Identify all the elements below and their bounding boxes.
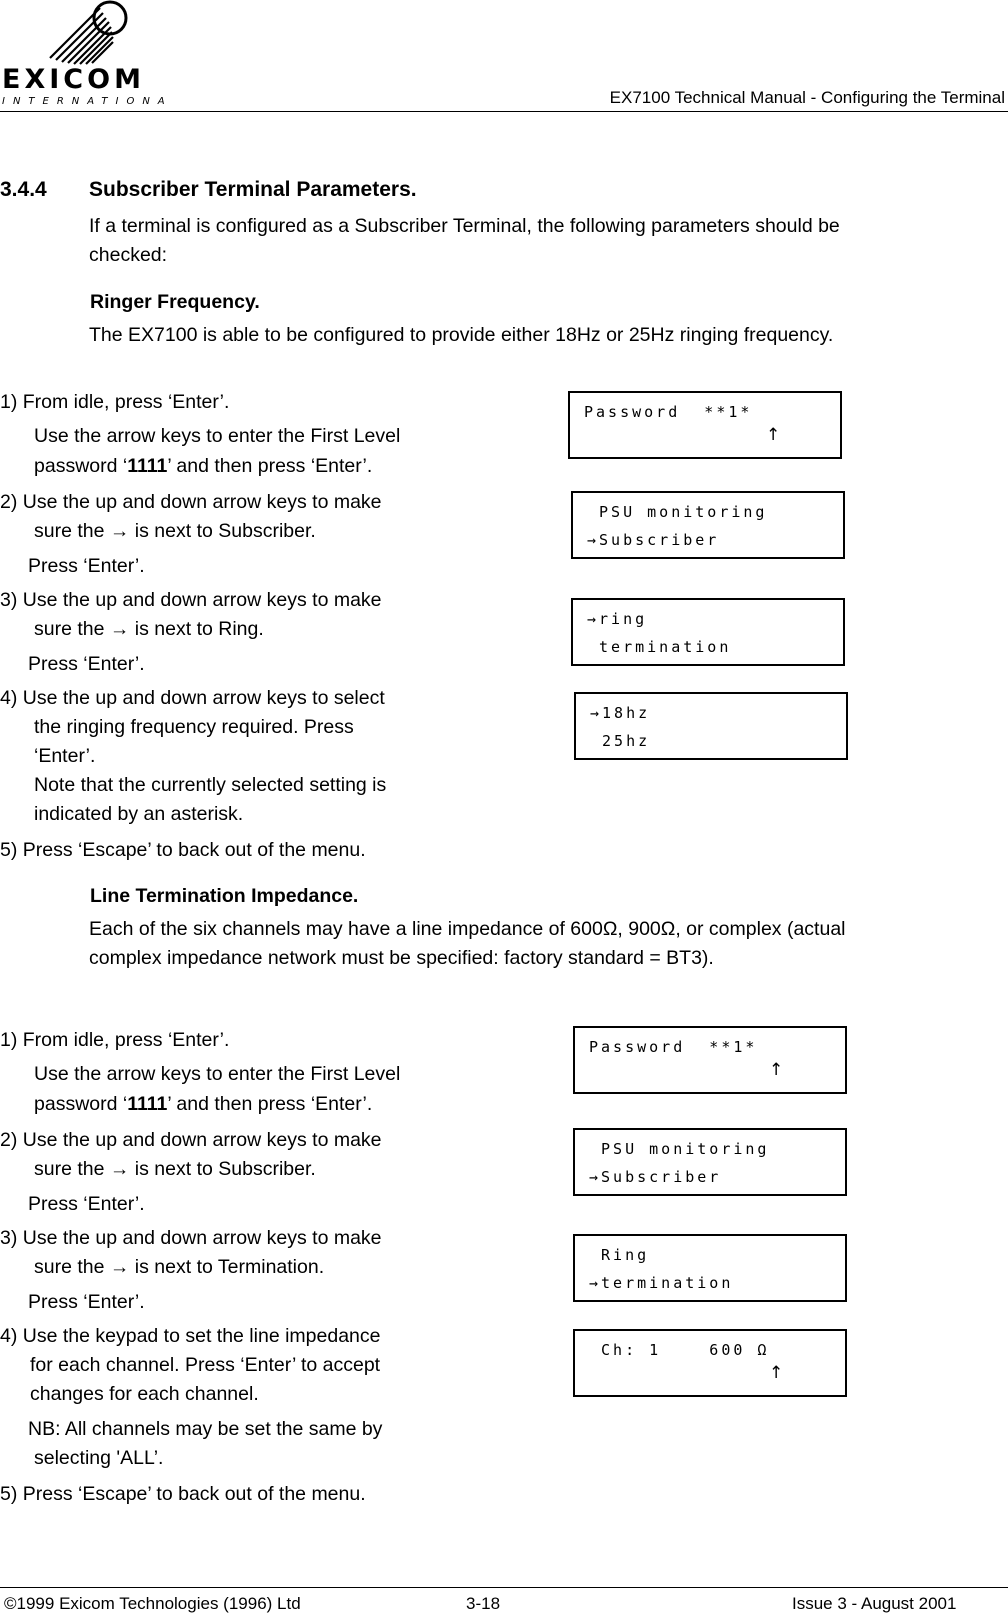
ringer-step-4a: 4) Use the up and down arrow keys to select	[0, 687, 385, 709]
lcd-line-1: Password **1*	[584, 403, 753, 421]
impedance-heading: Line Termination Impedance.	[90, 885, 359, 907]
impedance-step-4b: for each channel. Press ‘Enter’ to accept	[30, 1354, 381, 1376]
impedance-text-line-1: Each of the six channels may have a line impedance of 600Ω, 900Ω, or complex (actual	[89, 918, 846, 940]
lcd-display-frequency	[574, 692, 848, 760]
lcd-display-password	[568, 391, 842, 459]
lcd-line-1: PSU monitoring	[589, 1140, 770, 1158]
footer-page-number: 3-18	[466, 1594, 501, 1613]
ringer-step-3b: sure the → is next to Ring.	[34, 618, 264, 640]
impedance-step-3c: Press ‘Enter’.	[28, 1291, 145, 1313]
ringer-step-4b: the ringing frequency required. Press	[34, 716, 354, 738]
lcd-display-subscriber-menu	[571, 598, 845, 666]
impedance-step-2c: Press ‘Enter’.	[28, 1193, 145, 1215]
ringer-heading: Ringer Frequency.	[90, 291, 260, 313]
impedance-step-2b: sure the → is next to Subscriber.	[34, 1158, 316, 1180]
ringer-step-2c: Press ‘Enter’.	[28, 555, 145, 577]
ringer-text: The EX7100 is able to be configured to provide either 18Hz or 25Hz ringing frequency.	[89, 324, 834, 346]
section-intro	[89, 212, 1001, 270]
lcd-display-menu	[573, 1128, 847, 1196]
lcd-line-2: 25hz	[590, 732, 651, 750]
section-title: Subscriber Terminal Parameters.	[89, 178, 417, 201]
cursor-up-arrow: ↑	[766, 425, 784, 445]
impedance-step-1c: password ‘1111’ and then press ‘Enter’.	[34, 1093, 373, 1115]
ringer-step-1b: Use the arrow keys to enter the First Level	[34, 425, 401, 447]
footer-issue: Issue 3 - August 2001	[792, 1594, 957, 1613]
logo-sub: INTERNATIONAL	[2, 96, 170, 107]
impedance-step-5: 5) Press ‘Escape’ to back out of the menu.	[0, 1483, 366, 1505]
ringer-step-4d: Note that the currently selected setting is	[34, 774, 387, 796]
lcd-line-1: Ring	[589, 1246, 650, 1264]
header-rule	[0, 111, 1008, 112]
lcd-display-subscriber-menu	[573, 1234, 847, 1302]
intro-line-2: checked:	[89, 244, 168, 266]
ringer-step-1c: password ‘1111’ and then press ‘Enter’.	[34, 455, 373, 477]
lcd-display-menu	[571, 491, 845, 559]
impedance-step-3b: sure the → is next to Termination.	[34, 1256, 325, 1278]
footer-rule	[0, 1587, 1008, 1588]
exicom-logo	[0, 0, 170, 112]
impedance-step-2a: 2) Use the up and down arrow keys to make	[0, 1129, 382, 1151]
intro-line-1: If a terminal is configured as a Subscriber Terminal, the following parameters should be	[89, 215, 840, 237]
lcd-line-2: →Subscriber	[589, 1168, 722, 1186]
ringer-step-4c: ‘Enter’.	[34, 745, 96, 767]
ringer-step-2a: 2) Use the up and down arrow keys to make	[0, 491, 382, 513]
impedance-text-line-2: complex impedance network must be specified: factory standard = BT3).	[89, 947, 714, 969]
impedance-step-4e: selecting 'ALL’.	[34, 1447, 164, 1469]
impedance-step-4d: NB: All channels may be set the same by	[28, 1418, 383, 1440]
ringer-step-2b: sure the → is next to Subscriber.	[34, 520, 316, 542]
password-value: 1111	[127, 1093, 168, 1115]
ringer-step-4e: indicated by an asterisk.	[34, 803, 244, 825]
lcd-line-1: Ch: 1 600 Ω	[589, 1341, 770, 1359]
impedance-step-3a: 3) Use the up and down arrow keys to make	[0, 1227, 382, 1249]
impedance-step-1a: 1) From idle, press ‘Enter’.	[0, 1029, 230, 1051]
lcd-line-1: →ring	[587, 610, 648, 628]
lcd-display-password	[573, 1026, 847, 1094]
lcd-line-2: →termination	[589, 1274, 734, 1292]
exicom-logo-graphic	[0, 0, 170, 112]
impedance-step-4a: 4) Use the keypad to set the line impedance	[0, 1325, 381, 1347]
lcd-display-channel-impedance	[573, 1329, 847, 1397]
section-heading	[0, 178, 417, 202]
section-number: 3.4.4	[0, 178, 47, 201]
cursor-up-arrow: ↑	[769, 1363, 787, 1383]
header-title: EX7100 Technical Manual - Configuring the Terminal	[609, 88, 1005, 107]
impedance-text	[89, 915, 1001, 973]
lcd-line-1: PSU monitoring	[587, 503, 768, 521]
password-value: 1111	[127, 455, 168, 477]
lcd-line-2: termination	[587, 638, 732, 656]
ringer-step-5: 5) Press ‘Escape’ to back out of the menu.	[0, 839, 366, 861]
ringer-step-3a: 3) Use the up and down arrow keys to make	[0, 589, 382, 611]
cursor-up-arrow: ↑	[769, 1060, 787, 1080]
impedance-step-4c: changes for each channel.	[30, 1383, 259, 1405]
lcd-line-1: →18hz	[590, 704, 651, 722]
ringer-step-3c: Press ‘Enter’.	[28, 653, 145, 675]
lcd-line-1: Password **1*	[589, 1038, 758, 1056]
impedance-step-1b: Use the arrow keys to enter the First Level	[34, 1063, 401, 1085]
logo-word: EXICOM	[2, 64, 145, 95]
ringer-step-1a: 1) From idle, press ‘Enter’.	[0, 391, 230, 413]
footer-copyright: ©1999 Exicom Technologies (1996) Ltd	[4, 1594, 301, 1613]
lcd-line-2: →Subscriber	[587, 531, 720, 549]
